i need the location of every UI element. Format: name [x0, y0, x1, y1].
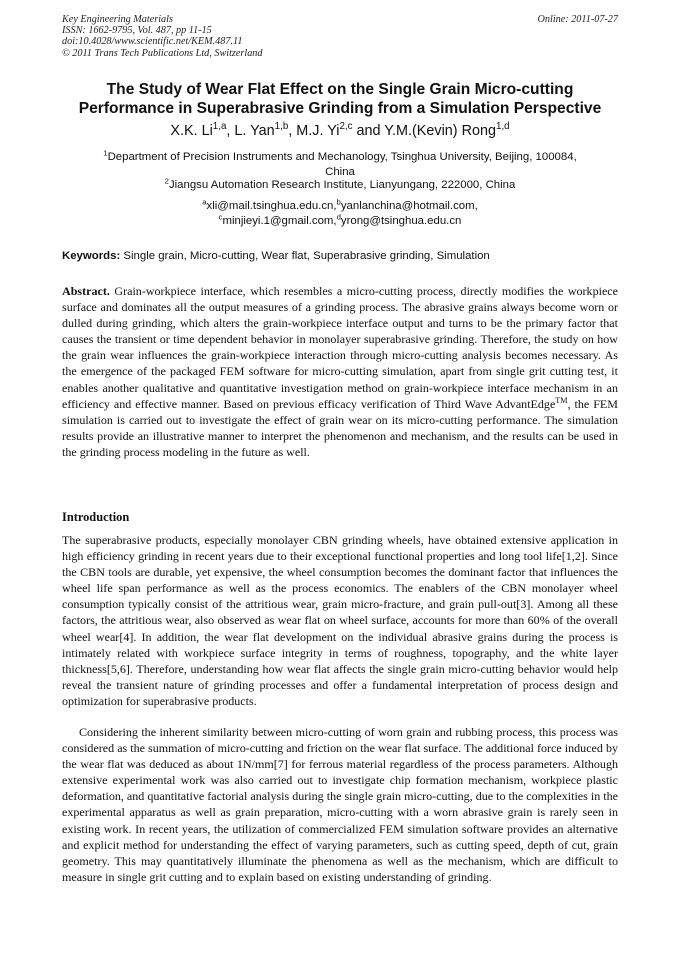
author-affil-mark: 1,b	[274, 121, 289, 133]
intro-paragraph-2: Considering the inherent similarity between micro-cutting of worn grain and rubbing process, this process was considered as the summation of micro-cutting and friction on the wear flat surface. The additional force induced by the wear flat was deduced as about 1N/mm[7] for ferrous material regardless of the process parameters. Although extensive experimental work was also carried out to investigate chip formation mechanism, workpiece plastic deformation, and quantitative factorial analysis during the single grain micro-cutting, due to the complexities in the experimental apparatus as well as grain preparation, micro-cutting with a worn abrasive grain is rarely seen in existing work. In recent years, the utilization of commercialized FEM simulation software provides an alternative and explicit method for understanding the effect of varying parameters, such as cutting speed, depth of cut, grain geometry. This may quantitatively illuminate the phenomena as well as the mechanism, which are difficult to measure in single grit cutting and to explain based on existing understanding of grinding.	[62, 725, 618, 884]
affiliation-text: Jiangsu Automation Research Institute, Lianyungang, 222000, China	[168, 179, 516, 191]
affiliation-text-continued: China	[325, 165, 355, 178]
author-separator: and	[352, 123, 385, 139]
copyright-line: © 2011 Trans Tech Publications Ltd, Switzerland	[62, 47, 263, 59]
author-separator: ,	[288, 123, 297, 139]
affiliation-1	[62, 150, 618, 179]
author-separator: ,	[226, 123, 235, 139]
email-list	[62, 199, 618, 228]
keywords-text: Single grain, Micro-cutting, Wear flat, Superabrasive grinding, Simulation	[123, 250, 490, 262]
author-affil-mark: 2,c	[339, 121, 353, 133]
issn-line: ISSN: 1662-9795, Vol. 487, pp 11-15	[62, 25, 212, 37]
title-line-2: Performance in Superabrasive Grinding from a Simulation Perspective	[78, 100, 602, 117]
journal-header	[62, 14, 618, 59]
paper-title	[62, 80, 618, 118]
journal-name: Key Engineering Materials	[62, 14, 173, 25]
author-affil-mark: 1,d	[496, 121, 510, 133]
author-affil-mark: 1,a	[212, 121, 227, 133]
author-name: M.J. Yi	[296, 123, 340, 139]
keywords-label: Keywords:	[62, 250, 121, 262]
email-mark: b	[336, 197, 341, 207]
title-line-1: The Study of Wear Flat Effect on the Single Grain Micro-cutting	[106, 81, 574, 98]
email-address: yanlanchina@hotmail.com,	[340, 200, 478, 212]
section-heading-introduction: Introduction	[62, 510, 130, 524]
abstract	[62, 283, 618, 460]
online-date: Online: 2011-07-27	[537, 14, 618, 25]
author-name: Y.M.(Kevin) Rong	[384, 123, 496, 139]
email-address: xli@mail.tsinghua.edu.cn,	[206, 200, 337, 212]
affiliation-number: 1	[103, 148, 108, 158]
abstract-text-continued: , the FEM simulation is carried out to investigate the effect of grain wear on its micro-cutting performance. The simulation results provide an illustrative manner to interpret the phenomenon and mechanism, and the results can be used in the grinding process modeling in the future as well.	[62, 396, 618, 459]
intro-paragraph-1: The superabrasive products, especially monolayer CBN grinding wheels, have obtained extensive application in high efficiency grinding in recent years due to their exceptional functional properties and long tool life[1,2]. Since the CBN tools are durable, yet expensive, the wheel consumption becomes the dominant factor that influences the wheel life span performance as well as the process economics. The enablers of the CBN monolayer wheel consumption typically consist of the attritious wear, grain micro-fracture, and grain pull-out[3]. Among all these factors, the attritious wear, also observed as wear flat on wheel surface, accounts for more than 60% of the overall wheel wear[4]. In addition, the wear flat development on the individual abrasive grains during the process is intimately related with workpiece surface integrity in terms of roughness, topography, and the white layer thickness[5,6]. Therefore, understanding how wear flat affects the single grain micro-cutting behavior would help reveal the transient nature of grinding processes and offer a fundamental interpretation of process design and optimization for superabrasive products.	[62, 533, 618, 708]
abstract-label: Abstract.	[62, 284, 110, 298]
author-list	[62, 122, 618, 140]
email-address: minjieyi.1@gmail.com,	[222, 214, 337, 227]
author-name: X.K. Li	[170, 123, 213, 139]
email-address: yrong@tsinghua.edu.cn	[340, 214, 462, 227]
email-mark: d	[336, 211, 341, 221]
doi-line: doi:10.4028/www.scientific.net/KEM.487.11	[62, 36, 243, 48]
keywords	[62, 249, 618, 263]
affiliation-number: 2	[164, 176, 169, 186]
affiliation-text: Department of Precision Instruments and Mechanology, Tsinghua University, Beijing, 100084,	[107, 151, 577, 163]
email-mark: a	[202, 197, 207, 207]
email-mark: c	[218, 211, 223, 221]
author-name: L. Yan	[234, 123, 275, 139]
abstract-text: Grain-workpiece interface, which resembles a micro-cutting process, directly modifies the workpiece surface and dominates all the output measures of a grinding process. The abrasive grains always become worn or dulled during grinding, which alters the grain-workpiece interface output and turns to be the primary factor that causes the transient or time dependent behavior in monolayer superabrasive grinding. Therefore, the study on how the grain wear influences the grain-workpiece interaction through micro-cutting analysis becomes necessary. As the emergence of the packaged FEM software for micro-cutting simulation, apart from single grit cutting test, it enables another qualitative and quantitative investigation method on grain-workpiece interface mechanism in an efficiency and effective manner. Based on previous efficacy verification of Third Wave AdvantEdge	[62, 284, 618, 411]
trademark-mark: TM	[555, 395, 568, 405]
affiliation-2	[62, 178, 618, 193]
